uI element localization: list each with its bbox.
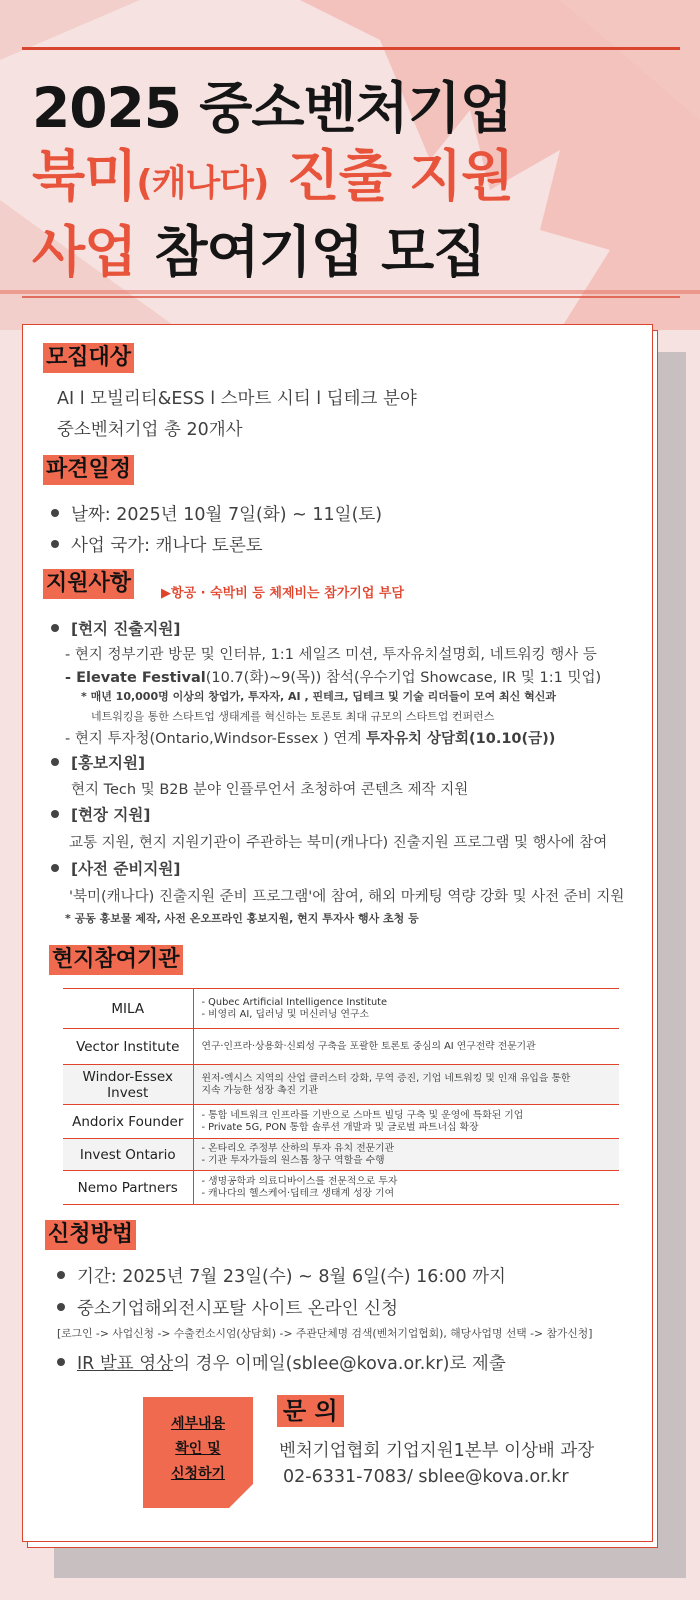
page-fold-icon: [229, 1484, 253, 1508]
bullet-icon: [57, 1271, 65, 1279]
bullet-icon: [51, 810, 59, 818]
table-row: [63, 1065, 619, 1105]
table-row: [63, 1171, 619, 1205]
target-count: 중소벤처기업 총 20개사: [57, 420, 243, 440]
schedule-date: 날짜: 2025년 10월 7일(화) ~ 11일(토): [51, 501, 382, 526]
org-desc: - 통합 네트워크 인프라를 기반으로 스마트 빌딩 구축 및 운영에 특화된 기업 - Private 5G, PON 통합 솔루션 개발과 및 글로벌 파트너십 확장: [193, 1105, 619, 1139]
support-field-1: 교통 지원, 현지 지원기관이 주관하는 북미(캐나다) 진출지원 프로그램 및 행사에 참여: [69, 835, 608, 851]
schedule-country: 사업 국가: 캐나다 토론토: [51, 532, 263, 557]
org-name: Vector Institute: [63, 1029, 193, 1065]
target-fields: AI l 모빌리티&ESS l 스마트 시티 l 딥테크 분야: [57, 389, 417, 409]
org-desc: 윈저-엑시스 지역의 산업 클러스터 강화, 무역 증진, 기업 네트워킹 및 인재 유입을 통한 지속 가능한 성장 촉진 기관: [193, 1065, 619, 1105]
section-heading-schedule: 파견일정: [43, 455, 134, 485]
table-row: [63, 989, 619, 1029]
support-promo-1: 현지 Tech 및 B2B 분야 인플루언서 초청하여 콘텐츠 제작 지원: [71, 782, 469, 798]
apply-online: 중소기업해외전시포탈 사이트 온라인 신청: [57, 1295, 398, 1320]
bullet-icon: [57, 1358, 65, 1366]
table-row: [63, 1105, 619, 1139]
org-desc: - 온타리오 주정부 산하의 투자 유치 전문기관 - 기관 투자가들의 원스톱 창구 역할을 수행: [193, 1139, 619, 1171]
apply-period: 기간: 2025년 7월 23일(수) ~ 8월 6일(수) 16:00 까지: [57, 1263, 506, 1288]
support-local-1: - 현지 정부기관 방문 및 인터뷰, 1:1 세일즈 미션, 투자유치설명회, 네트워킹 행사 등: [65, 647, 597, 663]
org-desc: - Qubec Artificial Intelligence Institute - 비영리 AI, 딥러닝 및 머신러닝 연구소: [193, 989, 619, 1029]
org-name: Windor-Essex Invest: [63, 1065, 193, 1105]
apply-ir: IR 발표 영상의 경우 이메일(sblee@kova.or.kr)로 제출: [57, 1350, 506, 1375]
apply-path: [로그인 -> 사업신청 -> 수출컨소시엄(상담회) -> 주관단체명 검색(벤처기업협회), 해당사업명 선택 -> 참가신청]: [57, 1327, 593, 1340]
orgs-table: [63, 988, 619, 1205]
info-card: [22, 324, 653, 1542]
support-local-title: [현지 진출지원]: [51, 617, 180, 639]
support-local-note-2: 네트워킹을 통한 스타트업 생태계를 혁신하는 토론토 최대 규모의 스타트업 컨퍼런스: [91, 710, 495, 723]
apply-details-button[interactable]: 세부내용 확인 및 신청하기: [143, 1397, 253, 1508]
bullet-icon: [51, 864, 59, 872]
section-heading-contact: 문 의: [277, 1395, 344, 1427]
support-prep-1: '북미(캐나다) 진출지원 준비 프로그램'에 참여, 해외 마케팅 역량 강화 및 사전 준비 지원: [69, 889, 625, 905]
title-line-2: [32, 142, 513, 218]
section-heading-apply: 신청방법: [45, 1220, 136, 1250]
org-name: Invest Ontario: [63, 1139, 193, 1171]
org-desc: - 생명공학과 의료디바이스를 전문적으로 투자 - 캐나다의 헬스케어·딥테크 생태계 성장 기여: [193, 1171, 619, 1205]
support-local-2: - Elevate Festival(10.7(화)~9(목)) 참석(우수기업 Showcase, IR 및 1:1 밋업): [65, 670, 602, 686]
support-local-3: - 현지 투자청(Ontario,Windsor-Essex ) 연계 투자유치 상담회(10.10(금)): [65, 731, 556, 747]
title-north-america: 북미: [32, 144, 137, 208]
header-rule-top: [22, 47, 680, 50]
support-local-note-1: * 매년 10,000명 이상의 창업가, 투자자, AI , 핀테크, 딥테크 및 기술 리더들이 모여 최신 혁신과: [81, 690, 556, 703]
contact-person: 벤처기업협회 기업지원1본부 이상배 과장: [279, 1441, 595, 1461]
bullet-icon: [57, 1303, 65, 1311]
table-row: [63, 1029, 619, 1065]
support-promo-title: [홍보지원]: [51, 751, 145, 773]
section-heading-orgs: 현지참여기관: [49, 945, 183, 975]
header-rule-bottom: [22, 296, 680, 298]
page-title: [32, 74, 513, 286]
org-desc: 연구·인프라·상용화·신뢰성 구축을 포괄한 토론토 중심의 AI 연구전략 전문기관: [193, 1029, 619, 1065]
org-name: Andorix Founder: [63, 1105, 193, 1139]
title-line-1: 2025 중소벤처기업: [32, 76, 513, 140]
ir-video-link[interactable]: IR 발표 영상: [77, 1354, 174, 1374]
org-name: Nemo Partners: [63, 1171, 193, 1205]
title-support: 진출 지원: [268, 144, 514, 208]
section-heading-support: 지원사항: [43, 569, 134, 599]
support-prep-note: * 공동 홍보물 제작, 사전 온오프라인 홍보지원, 현지 투자사 행사 초청 등: [65, 912, 419, 925]
title-recruit: 참여기업 모집: [136, 220, 486, 284]
bullet-icon: [51, 624, 59, 632]
support-field-title: [현장 지원]: [51, 803, 150, 825]
table-row: [63, 1139, 619, 1171]
contact-phone-email: 02-6331-7083/ sblee@kova.or.kr: [283, 1467, 569, 1487]
title-project: 사업: [32, 220, 137, 284]
title-line-3: [32, 218, 513, 286]
section-heading-target: 모집대상: [43, 343, 134, 373]
bullet-icon: [51, 540, 59, 548]
org-name: MILA: [63, 989, 193, 1029]
title-canada: (캐나다): [136, 163, 269, 204]
support-note: ▶항공 · 숙박비 등 체제비는 참가기업 부담: [161, 586, 405, 601]
bullet-icon: [51, 509, 59, 517]
bullet-icon: [51, 758, 59, 766]
support-prep-title: [사전 준비지원]: [51, 857, 180, 879]
